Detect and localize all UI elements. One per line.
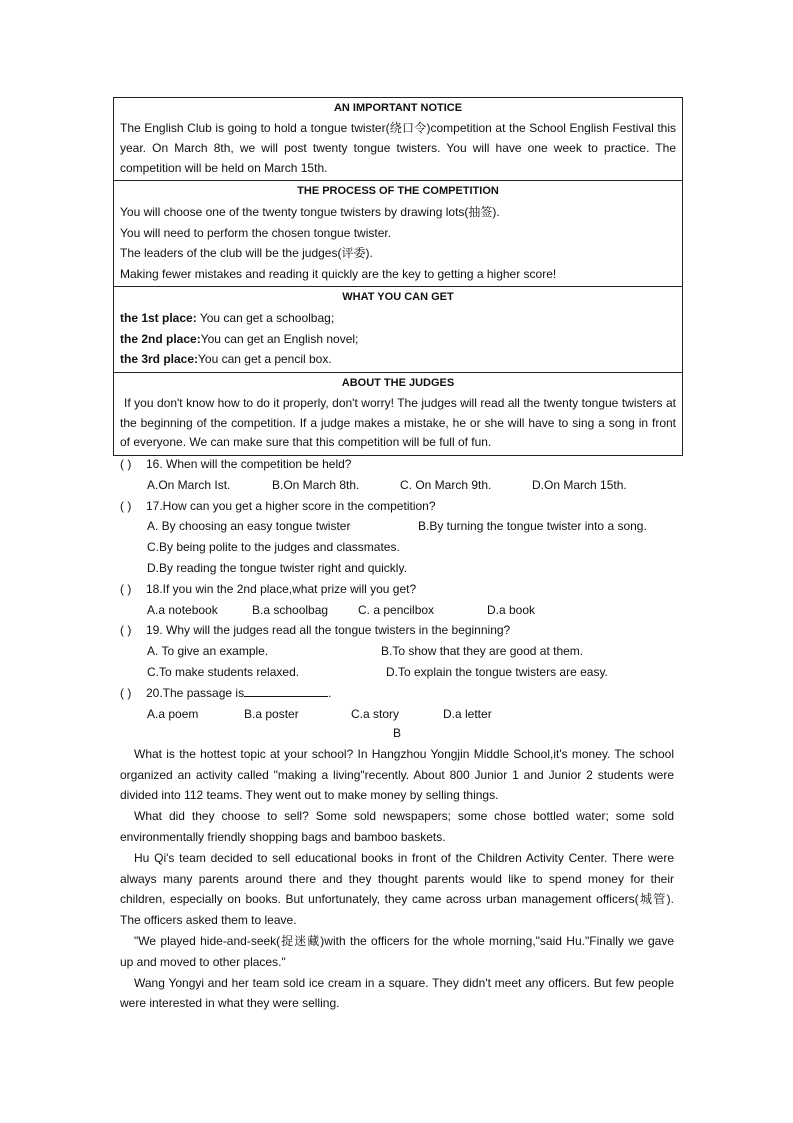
option-b[interactable]: B.To show that they are good at them. bbox=[381, 644, 584, 659]
option-a[interactable]: A.a notebook bbox=[147, 602, 218, 617]
question-text: 20.The passage is bbox=[146, 685, 245, 700]
options-row bbox=[120, 600, 680, 621]
question-stem bbox=[120, 579, 680, 600]
option-a[interactable]: A. To give an example. bbox=[147, 644, 269, 659]
fill-in-blank[interactable] bbox=[244, 683, 328, 697]
option-a[interactable]: A.On March Ist. bbox=[147, 477, 231, 492]
options-row bbox=[120, 475, 680, 496]
options-row bbox=[120, 641, 680, 662]
question-stem bbox=[120, 620, 680, 641]
option-a[interactable]: A. By choosing an easy tongue twister bbox=[147, 519, 351, 534]
prize-text: You can get a pencil box. bbox=[198, 352, 332, 367]
questions bbox=[120, 454, 680, 724]
option-c[interactable]: C.By being polite to the judges and classmates. bbox=[147, 540, 400, 555]
answer-blank[interactable]: ( ) bbox=[120, 623, 132, 638]
option-c[interactable]: C. a pencilbox bbox=[358, 602, 435, 617]
options-row bbox=[120, 516, 680, 537]
passage-b bbox=[120, 723, 674, 1014]
section-paragraph: If you don't know how to do it properly, don't worry! The judges will read all the twenty tongue twisters at the beginning of the competition. If a judge makes a mistake, he or she will have to sing a song in front of everyone. We can make sure that this competition will be full of fun. bbox=[120, 395, 676, 450]
options-row bbox=[120, 704, 680, 725]
passage-paragraph: "We played hide-and-seek(捉迷藏)with the officers for the whole morning,"said Hu."Finally we gave up and moved to other places." bbox=[120, 933, 674, 969]
option-a[interactable]: A.a poem bbox=[147, 706, 199, 721]
process-line: You will choose one of the twenty tongue twisters by drawing lots(抽签). bbox=[120, 205, 500, 220]
options-row bbox=[120, 558, 680, 579]
question-text: 18.If you win the 2nd place,what prize will you get? bbox=[146, 581, 417, 596]
answer-blank[interactable]: ( ) bbox=[120, 581, 132, 596]
section-title: AN IMPORTANT NOTICE bbox=[333, 102, 463, 114]
prize-text: You can get an English novel; bbox=[200, 331, 359, 346]
question-stem bbox=[120, 496, 680, 517]
prize-place: the 1st place: bbox=[120, 311, 197, 326]
section-title: WHAT YOU CAN GET bbox=[342, 291, 454, 304]
process-line: You will need to perform the chosen tongue twister. bbox=[120, 225, 392, 240]
question-stem bbox=[120, 454, 680, 475]
answer-blank[interactable]: ( ) bbox=[120, 498, 132, 513]
passage-paragraph: Wang Yongyi and her team sold ice cream in a square. They didn't meet any officers. But few people were interested in what they were selling. bbox=[120, 975, 674, 1011]
option-c[interactable]: C.To make students relaxed. bbox=[147, 664, 300, 679]
notice-section-prizes bbox=[114, 287, 682, 373]
question-text: 17.How can you get a higher score in the competition? bbox=[146, 498, 436, 513]
prize-text: You can get a schoolbag; bbox=[196, 311, 335, 326]
option-b[interactable]: B.a poster bbox=[244, 706, 299, 721]
option-d[interactable]: D.On March 15th. bbox=[532, 477, 627, 492]
prize-line bbox=[120, 349, 676, 370]
question-text: 19. Why will the judges read all the tongue twisters in the beginning? bbox=[146, 623, 511, 638]
notice-section-judges bbox=[114, 373, 682, 455]
answer-blank[interactable]: ( ) bbox=[120, 457, 132, 471]
notice-section-process bbox=[114, 181, 682, 287]
section-paragraph: The English Club is going to hold a tongue twister(绕口令)competition at the School English Festival this year. On March 8th, we will post twenty tongue twisters. You will have one week to practice. The competition will be held on March 15th. bbox=[120, 121, 676, 175]
prize-line bbox=[120, 329, 676, 350]
options-row bbox=[120, 537, 680, 558]
notice-box bbox=[113, 97, 683, 456]
question-text: 16. When will the competition be held? bbox=[146, 457, 352, 471]
answer-blank[interactable]: ( ) bbox=[120, 685, 132, 700]
options-row bbox=[120, 662, 680, 683]
option-b[interactable]: B.On March 8th. bbox=[272, 477, 360, 492]
option-d[interactable]: D.To explain the tongue twisters are easy. bbox=[386, 664, 608, 679]
prize-line bbox=[120, 308, 676, 329]
passage-paragraph: What is the hottest topic at your school? In Hangzhou Yongjin Middle School,it's money. The school organized an activity called "making a living"recently. About 800 Junior 1 and Junior 2 students were divided into 112 teams. They went out to make money by selling things. bbox=[120, 746, 674, 803]
option-b[interactable]: B.a schoolbag bbox=[252, 602, 329, 617]
section-title: ABOUT THE JUDGES bbox=[341, 376, 455, 389]
prize-place: the 2nd place: bbox=[120, 331, 201, 346]
option-b[interactable]: B.By turning the tongue twister into a song. bbox=[418, 519, 647, 534]
option-d[interactable]: D.By reading the tongue twister right and quickly. bbox=[147, 560, 407, 575]
process-line: Making fewer mistakes and reading it quickly are the key to getting a higher score! bbox=[120, 266, 557, 281]
option-c[interactable]: C.a story bbox=[351, 706, 400, 721]
section-title: THE PROCESS OF THE COMPETITION bbox=[297, 185, 499, 198]
question-stem bbox=[120, 683, 680, 704]
passage-paragraph: Hu Qi's team decided to sell educational books in front of the Children Activity Center. There were always many parents around there and they thought parents would like to spend money for their children, especially on books. But unfortunately, they came across urban management officers(城管). The officers asked them to leave. bbox=[120, 850, 674, 928]
process-line: The leaders of the club will be the judges(评委). bbox=[120, 246, 373, 261]
passage-title: B bbox=[392, 726, 401, 740]
question-text-end: . bbox=[328, 685, 332, 700]
option-d[interactable]: D.a letter bbox=[443, 706, 492, 721]
option-c[interactable]: C. On March 9th. bbox=[400, 477, 492, 492]
option-d[interactable]: D.a book bbox=[487, 602, 536, 617]
prize-place: the 3rd place: bbox=[120, 352, 199, 367]
notice-section-intro bbox=[114, 98, 682, 181]
passage-paragraph: What did they choose to sell? Some sold newspapers; some chose bottled water; some sold environmentally friendly shopping bags and bamboo baskets. bbox=[120, 809, 674, 844]
